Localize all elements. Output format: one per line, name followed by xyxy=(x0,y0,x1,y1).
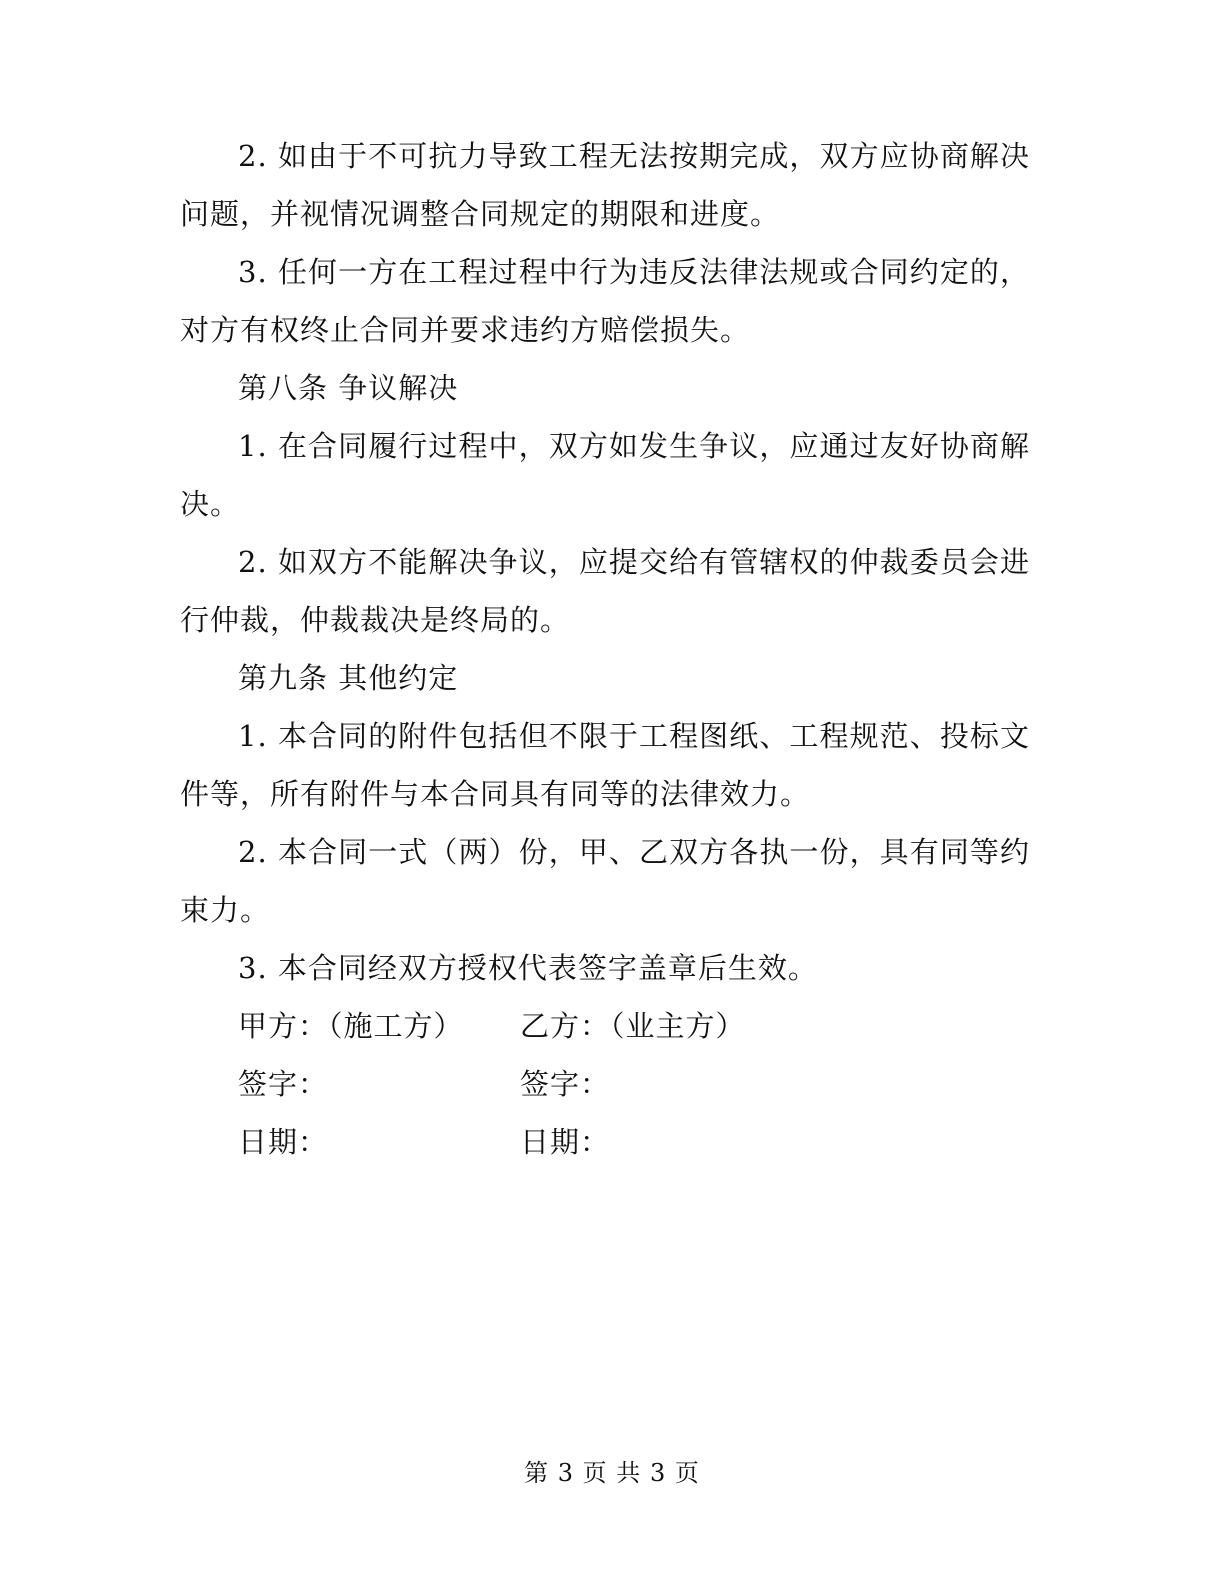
signature-date-row xyxy=(238,1113,611,1171)
clause-force-majeure: 2. 如由于不可抗力导致工程无法按期完成，双方应协商解决问题，并视情况调整合同规定的期限和进度。 xyxy=(180,139,1030,231)
clause-termination: 3. 任何一方在工程过程中行为违反法律法规或合同约定的，对方有权终止合同并要求违约方赔偿损失。 xyxy=(180,255,1030,347)
party-a-label: 甲方：（施工方） xyxy=(238,1009,464,1043)
party-b-date-label: 日期： xyxy=(520,1125,611,1159)
signature-sign-row xyxy=(238,1055,611,1113)
signature-party-row xyxy=(238,997,746,1055)
party-b-label: 乙方：（业主方） xyxy=(520,1009,746,1043)
article9-heading: 第九条 其他约定 xyxy=(238,661,459,695)
article9-item-1: 1. 本合同的附件包括但不限于工程图纸、工程规范、投标文件等，所有附件与本合同具有同等的法律效力。 xyxy=(180,719,1030,811)
party-a-date-label: 日期： xyxy=(238,1125,329,1159)
article9-item-2: 2. 本合同一式（两）份，甲、乙双方各执一份，具有同等约束力。 xyxy=(180,835,1030,927)
article8-item-2: 2. 如双方不能解决争议，应提交给有管辖权的仲裁委员会进行仲裁，仲裁裁决是终局的。 xyxy=(180,545,1030,637)
article8-item-1: 1. 在合同履行过程中，双方如发生争议，应通过友好协商解决。 xyxy=(180,429,1030,521)
page-footer: 第 3 页 共 3 页 xyxy=(524,1459,700,1487)
article9-item-3: 3. 本合同经双方授权代表签字盖章后生效。 xyxy=(238,951,818,985)
party-a-sign-label: 签字： xyxy=(238,1067,329,1101)
article8-heading: 第八条 争议解决 xyxy=(238,371,459,405)
party-b-sign-label: 签字： xyxy=(520,1067,611,1101)
